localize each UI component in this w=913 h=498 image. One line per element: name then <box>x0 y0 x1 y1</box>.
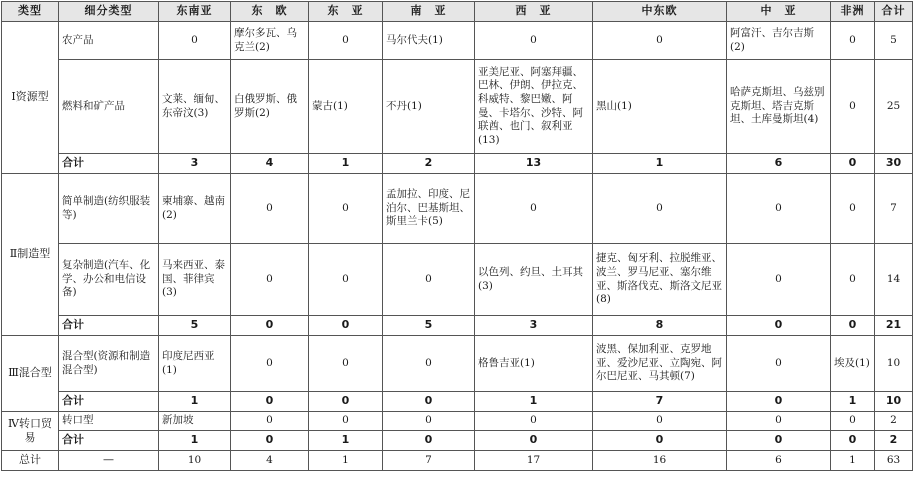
data-cell: 0 <box>309 22 383 60</box>
subtotal-cell: 10 <box>875 392 913 412</box>
data-cell: 0 <box>475 22 593 60</box>
subtotal-label: 合计 <box>59 431 159 451</box>
data-cell: 捷克、匈牙利、拉脱维亚、波兰、罗马尼亚、塞尔维亚、斯洛伐克、斯洛文尼亚(8) <box>593 244 727 316</box>
data-cell: 0 <box>309 412 383 431</box>
column-header: 中 亚 <box>727 2 831 22</box>
table-row <box>2 244 913 316</box>
column-header: 东 欧 <box>231 2 309 22</box>
subtotal-label: 合计 <box>59 316 159 336</box>
subtotal-cell: 1 <box>309 154 383 174</box>
data-cell: 0 <box>383 412 475 431</box>
subtotal-cell: 0 <box>831 431 875 451</box>
subtotal-cell: 21 <box>875 316 913 336</box>
grand-total-cell: 17 <box>475 451 593 471</box>
subtotal-cell: 6 <box>727 154 831 174</box>
table-row <box>2 336 913 392</box>
table-row <box>2 22 913 60</box>
data-cell: 0 <box>593 412 727 431</box>
data-cell: 0 <box>309 244 383 316</box>
table-row <box>2 174 913 244</box>
subtotal-cell: 4 <box>231 154 309 174</box>
data-cell: 不丹(1) <box>383 60 475 154</box>
data-cell: 0 <box>727 244 831 316</box>
data-cell: 0 <box>831 244 875 316</box>
subtype-cell: 农产品 <box>59 22 159 60</box>
subtype-cell: 燃料和矿产品 <box>59 60 159 154</box>
data-cell: 10 <box>875 336 913 392</box>
subtotal-cell: 1 <box>309 431 383 451</box>
subtotal-cell: 1 <box>159 431 231 451</box>
data-cell: 0 <box>593 174 727 244</box>
column-header: 合计 <box>875 2 913 22</box>
data-cell: 7 <box>875 174 913 244</box>
data-cell: 0 <box>727 412 831 431</box>
subtotal-cell: 0 <box>383 392 475 412</box>
grand-total-cell: 1 <box>309 451 383 471</box>
grand-total-cell: 7 <box>383 451 475 471</box>
column-header: 东 亚 <box>309 2 383 22</box>
data-cell: 0 <box>309 174 383 244</box>
data-cell: 马来西亚、泰国、菲律宾(3) <box>159 244 231 316</box>
data-cell: 0 <box>309 336 383 392</box>
data-cell: 白俄罗斯、俄罗斯(2) <box>231 60 309 154</box>
grand-total-cell: 10 <box>159 451 231 471</box>
subtotal-cell: 1 <box>475 392 593 412</box>
subtotal-cell: 1 <box>831 392 875 412</box>
subtotal-cell: 2 <box>875 431 913 451</box>
subtotal-cell: 0 <box>727 316 831 336</box>
grand-total-cell: 1 <box>831 451 875 471</box>
category-type: Ⅱ制造型 <box>2 174 59 336</box>
data-cell: 0 <box>593 22 727 60</box>
table-row <box>2 412 913 431</box>
subtotal-cell: 0 <box>309 392 383 412</box>
data-cell: 0 <box>727 336 831 392</box>
subtotal-cell: 0 <box>231 431 309 451</box>
data-cell: 0 <box>231 336 309 392</box>
subtotal-cell: 8 <box>593 316 727 336</box>
data-cell: 格鲁吉亚(1) <box>475 336 593 392</box>
data-cell: 0 <box>831 60 875 154</box>
subtype-cell: 转口型 <box>59 412 159 431</box>
data-cell: 0 <box>831 22 875 60</box>
data-cell: 0 <box>159 22 231 60</box>
data-cell: 印度尼西亚(1) <box>159 336 231 392</box>
data-cell: 0 <box>475 412 593 431</box>
data-cell: 0 <box>475 174 593 244</box>
data-cell: 新加坡 <box>159 412 231 431</box>
column-header: 中东欧 <box>593 2 727 22</box>
subtotal-row <box>2 431 913 451</box>
category-type: Ⅲ混合型 <box>2 336 59 412</box>
column-header: 东南亚 <box>159 2 231 22</box>
subtotal-cell: 30 <box>875 154 913 174</box>
subtotal-cell: 5 <box>159 316 231 336</box>
subtotal-row <box>2 154 913 174</box>
subtotal-label: 合计 <box>59 154 159 174</box>
data-cell: 摩尔多瓦、乌克兰(2) <box>231 22 309 60</box>
data-cell: 0 <box>383 336 475 392</box>
category-type: Ⅳ转口贸易 <box>2 412 59 451</box>
subtotal-cell: 7 <box>593 392 727 412</box>
subtotal-cell: 1 <box>159 392 231 412</box>
column-header: 细分类型 <box>59 2 159 22</box>
data-cell: 黑山(1) <box>593 60 727 154</box>
grand-total-row <box>2 451 913 471</box>
subtotal-cell: 0 <box>475 431 593 451</box>
category-type: Ⅰ资源型 <box>2 22 59 174</box>
subtotal-cell: 3 <box>475 316 593 336</box>
data-cell: 0 <box>727 174 831 244</box>
subtotal-cell: 2 <box>383 154 475 174</box>
data-cell: 以色列、约旦、土耳其(3) <box>475 244 593 316</box>
subtotal-cell: 0 <box>231 316 309 336</box>
subtotal-cell: 0 <box>231 392 309 412</box>
data-cell: 柬埔寨、越南(2) <box>159 174 231 244</box>
data-cell: 孟加拉、印度、尼泊尔、巴基斯坦、斯里兰卡(5) <box>383 174 475 244</box>
data-cell: 阿富汗、吉尔吉斯(2) <box>727 22 831 60</box>
grand-total-cell: 4 <box>231 451 309 471</box>
subtotal-cell: 0 <box>309 316 383 336</box>
data-cell: 2 <box>875 412 913 431</box>
column-header: 类型 <box>2 2 59 22</box>
data-cell: 马尔代夫(1) <box>383 22 475 60</box>
data-cell: 5 <box>875 22 913 60</box>
subtotal-cell: 3 <box>159 154 231 174</box>
subtotal-cell: 13 <box>475 154 593 174</box>
subtotal-cell: 5 <box>383 316 475 336</box>
grand-total-cell: 16 <box>593 451 727 471</box>
subtotal-cell: 0 <box>383 431 475 451</box>
subtotal-row <box>2 316 913 336</box>
data-cell: 25 <box>875 60 913 154</box>
subtotal-cell: 0 <box>727 392 831 412</box>
subtype-cell: 简单制造(纺织服装等) <box>59 174 159 244</box>
data-cell: 0 <box>231 244 309 316</box>
column-header: 非洲 <box>831 2 875 22</box>
data-cell: 波黑、保加利亚、克罗地亚、爱沙尼亚、立陶宛、阿尔巴尼亚、马其顿(7) <box>593 336 727 392</box>
subtotal-row <box>2 392 913 412</box>
table-row <box>2 60 913 154</box>
data-cell: 亚美尼亚、阿塞拜疆、巴林、伊朗、伊拉克、科威特、黎巴嫩、阿曼、卡塔尔、沙特、阿联酋、也门、叙利亚(13) <box>475 60 593 154</box>
table-header <box>2 2 913 22</box>
data-cell: 0 <box>231 174 309 244</box>
grand-total-cell: 63 <box>875 451 913 471</box>
subtype-cell: 复杂制造(汽车、化学、办公和电信设备) <box>59 244 159 316</box>
data-cell: 0 <box>831 412 875 431</box>
data-cell: 14 <box>875 244 913 316</box>
subtotal-cell: 1 <box>593 154 727 174</box>
grand-total-cell: 6 <box>727 451 831 471</box>
table-body <box>2 22 913 471</box>
data-cell: 埃及(1) <box>831 336 875 392</box>
subtotal-cell: 0 <box>831 316 875 336</box>
subtotal-cell: 0 <box>727 431 831 451</box>
column-header: 西 亚 <box>475 2 593 22</box>
grand-total-label: 总计 <box>2 451 59 471</box>
subtype-cell: 混合型(资源和制造混合型) <box>59 336 159 392</box>
column-header: 南 亚 <box>383 2 475 22</box>
data-cell: 0 <box>231 412 309 431</box>
data-cell: 蒙古(1) <box>309 60 383 154</box>
subtotal-cell: 0 <box>831 154 875 174</box>
data-cell: 哈萨克斯坦、乌兹别克斯坦、塔吉克斯坦、土库曼斯坦(4) <box>727 60 831 154</box>
data-cell: 0 <box>831 174 875 244</box>
grand-total-subtype: — <box>59 451 159 471</box>
subtotal-label: 合计 <box>59 392 159 412</box>
data-table <box>1 1 913 471</box>
data-cell: 文莱、缅甸、东帝汶(3) <box>159 60 231 154</box>
header-row <box>2 2 913 22</box>
data-cell: 0 <box>383 244 475 316</box>
subtotal-cell: 0 <box>593 431 727 451</box>
